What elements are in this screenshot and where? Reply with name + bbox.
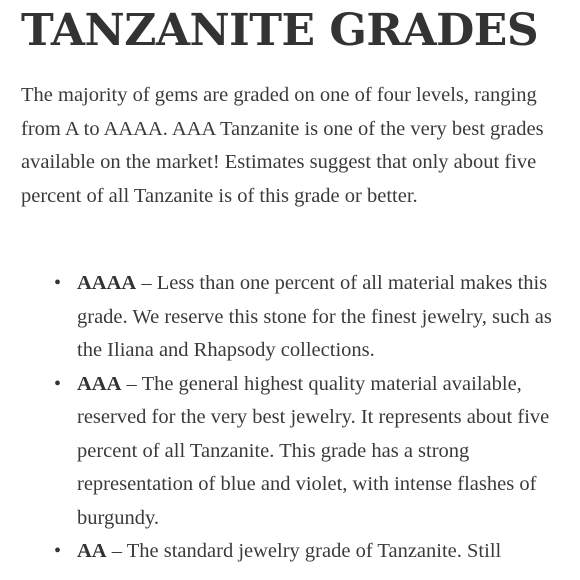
grade-separator: – bbox=[136, 272, 157, 294]
bullet-icon: • bbox=[54, 272, 62, 294]
grade-name: AAAA bbox=[77, 272, 137, 294]
bullet-icon: • bbox=[54, 372, 62, 395]
grade-name: AAA bbox=[77, 372, 122, 395]
list-item bbox=[0, 535, 580, 569]
list-item bbox=[0, 368, 580, 536]
page-title: TANZANITE GRADES bbox=[21, 5, 539, 56]
grade-description: The standard jewelry grade of Tanzanite. Still bbox=[126, 540, 502, 562]
grades-list bbox=[0, 267, 580, 569]
list-item bbox=[0, 267, 580, 368]
grade-description: The general highest quality material available, reserved for the very best jewelry. It represents about five percent of all Tanzanite. This grade has a strong representation of blue and violet, with intense flashes of burgundy. bbox=[77, 372, 550, 529]
intro-paragraph: The majority of gems are graded on one of four levels, ranging from A to AAAA. AAA Tanzanite is one of the very best grades available on the market! Estimates suggest that only about five percent of all Tanzanite is of this grade or better. bbox=[21, 84, 544, 207]
grade-separator: – bbox=[121, 372, 142, 395]
grade-separator: – bbox=[106, 540, 127, 562]
grade-description: Less than one percent of all material makes this grade. We reserve this stone for the finest jewelry, such as the Iliana and Rhapsody collections. bbox=[77, 272, 552, 361]
grade-name: AA bbox=[77, 540, 107, 562]
bullet-icon: • bbox=[54, 540, 62, 562]
